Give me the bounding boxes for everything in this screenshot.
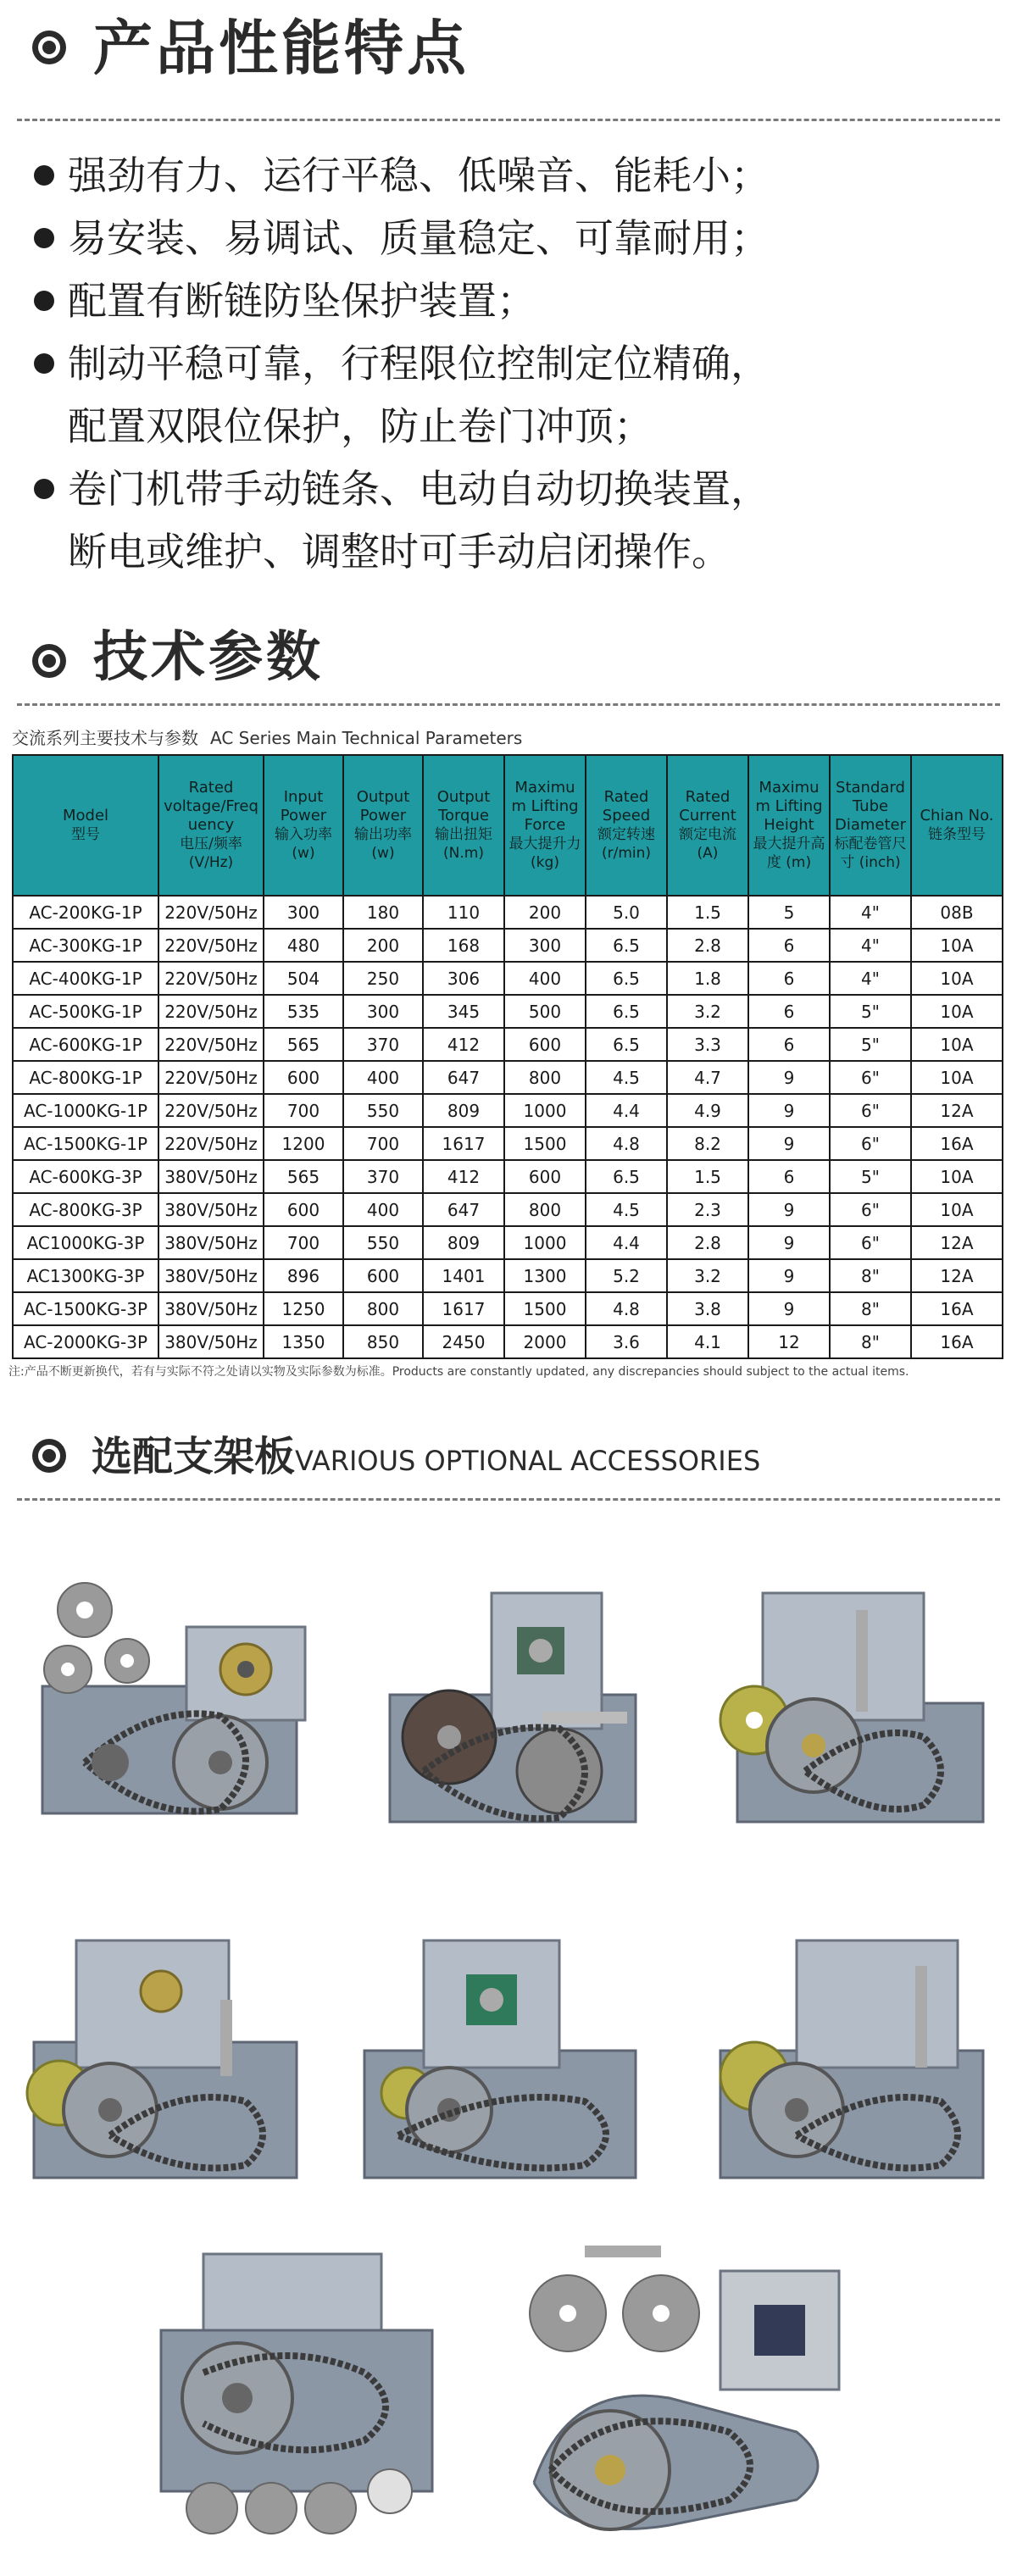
table-cell: 6" <box>830 1094 911 1127</box>
table-cell: 220V/50Hz <box>158 1028 264 1061</box>
table-cell: 380V/50Hz <box>158 1193 264 1226</box>
table-cell: 4" <box>830 896 911 929</box>
table-cell: 1350 <box>264 1325 343 1358</box>
column-header: Model 型号 <box>13 755 158 896</box>
accessory-photo-2 <box>373 1576 653 1856</box>
table-cell: 6.5 <box>586 1160 667 1193</box>
bracket-plate-image <box>25 1924 314 2186</box>
table-cell: 6.5 <box>586 995 667 1028</box>
column-header: Chian No. 链条型号 <box>911 755 1003 896</box>
table-cell: 10A <box>911 1061 1003 1094</box>
table-cell: 220V/50Hz <box>158 896 264 929</box>
table-cell: 565 <box>264 1160 343 1193</box>
table-cell: 220V/50Hz <box>158 995 264 1028</box>
table-cell: 370 <box>343 1028 423 1061</box>
table-cell: 370 <box>343 1160 423 1193</box>
table-cell: 400 <box>504 962 586 995</box>
table-cell: 3.6 <box>586 1325 667 1358</box>
bracket-plate-image <box>34 1576 314 1856</box>
table-cell: 800 <box>504 1061 586 1094</box>
table-cell: 480 <box>264 929 343 962</box>
table-cell: 6 <box>748 1028 830 1061</box>
table-cell: 1300 <box>504 1259 586 1292</box>
table-cell: 12A <box>911 1094 1003 1127</box>
feature-item: 强劲有力、运行平稳、低噪音、能耗小； <box>31 144 997 207</box>
table-cell: 4.9 <box>667 1094 748 1127</box>
table-cell: 809 <box>423 1094 504 1127</box>
table-row <box>13 929 1003 962</box>
table-row <box>13 1094 1003 1127</box>
table-cell: 220V/50Hz <box>158 929 264 962</box>
table-cell: 8" <box>830 1292 911 1325</box>
table-cell: 504 <box>264 962 343 995</box>
table-cell: 380V/50Hz <box>158 1160 264 1193</box>
column-header: Rated voltage/Freq uency 电压/频率 (V/Hz) <box>158 755 264 896</box>
table-cell: 4" <box>830 929 911 962</box>
table-cell: 400 <box>343 1061 423 1094</box>
table-cell: 6" <box>830 1061 911 1094</box>
table-cell: 16A <box>911 1325 1003 1358</box>
table-cell: 8.2 <box>667 1127 748 1160</box>
accessory-photo-6 <box>703 1924 992 2186</box>
column-header: Standard Tube Diameter 标配卷管尺寸 (inch) <box>830 755 911 896</box>
table-cell: 1250 <box>264 1292 343 1325</box>
table-cell: 380V/50Hz <box>158 1259 264 1292</box>
table-cell: 5.2 <box>586 1259 667 1292</box>
table-cell: 412 <box>423 1160 504 1193</box>
table-cell: 8" <box>830 1325 911 1358</box>
table-cell: 600 <box>264 1061 343 1094</box>
table-cell: 08B <box>911 896 1003 929</box>
accessory-photo-4 <box>25 1924 314 2186</box>
table-cell: 4.4 <box>586 1226 667 1259</box>
column-header: Maximu m Lifting Height 最大提升高度 (m) <box>748 755 830 896</box>
table-cell: 6 <box>748 995 830 1028</box>
table-cell: 896 <box>264 1259 343 1292</box>
feature-list <box>31 144 997 583</box>
table-cell: AC-2000KG-3P <box>13 1325 158 1358</box>
table-cell: 9 <box>748 1193 830 1226</box>
table-cell: 110 <box>423 896 504 929</box>
table-cell: 9 <box>748 1061 830 1094</box>
table-cell: 8" <box>830 1259 911 1292</box>
table-cell: 16A <box>911 1292 1003 1325</box>
table-cell: AC-300KG-1P <box>13 929 158 962</box>
table-cell: 16A <box>911 1127 1003 1160</box>
table-cell: 12 <box>748 1325 830 1358</box>
bracket-plate-image <box>703 1576 992 1856</box>
table-cell: 250 <box>343 962 423 995</box>
table-cell: 380V/50Hz <box>158 1226 264 1259</box>
table-cell: 1000 <box>504 1094 586 1127</box>
feature-item: 易安装、易调试、质量稳定、可靠耐用； <box>31 207 997 269</box>
column-header: Input Power 输入功率 (w) <box>264 755 343 896</box>
table-cell: 380V/50Hz <box>158 1325 264 1358</box>
table-cell: 6.5 <box>586 962 667 995</box>
tech-title: 技术参数 <box>93 626 324 689</box>
table-cell: AC-1500KG-3P <box>13 1292 158 1325</box>
table-cell: 3.8 <box>667 1292 748 1325</box>
table-cell: 3.2 <box>667 1259 748 1292</box>
table-cell: 10A <box>911 929 1003 962</box>
table-cell: 10A <box>911 1160 1003 1193</box>
table-cell: 6 <box>748 1160 830 1193</box>
table-cell: 1.8 <box>667 962 748 995</box>
table-body <box>13 896 1003 1358</box>
table-cell: 180 <box>343 896 423 929</box>
table-row <box>13 1259 1003 1292</box>
table-cell: 2.8 <box>667 1226 748 1259</box>
table-cell: 4.1 <box>667 1325 748 1358</box>
table-header-row <box>13 755 1003 896</box>
bracket-plate-image <box>517 2237 856 2551</box>
table-cell: 6" <box>830 1226 911 1259</box>
table-cell: 600 <box>264 1193 343 1226</box>
bullet-dot <box>34 165 54 186</box>
column-header: Maximu m Lifting Force 最大提升力 (kg) <box>504 755 586 896</box>
table-cell: 4.4 <box>586 1094 667 1127</box>
table-cell: 809 <box>423 1226 504 1259</box>
table-cell: 850 <box>343 1325 423 1358</box>
table-cell: 220V/50Hz <box>158 1061 264 1094</box>
table-row <box>13 1061 1003 1094</box>
table-cell: 300 <box>504 929 586 962</box>
table-cell: AC-600KG-1P <box>13 1028 158 1061</box>
table-cell: 5" <box>830 1028 911 1061</box>
table-cell: 300 <box>343 995 423 1028</box>
section-divider <box>17 703 1000 706</box>
table-cell: 500 <box>504 995 586 1028</box>
accessory-photo-8 <box>517 2237 856 2551</box>
section-divider <box>17 1498 1000 1501</box>
table-cell: 550 <box>343 1226 423 1259</box>
table-cell: 2000 <box>504 1325 586 1358</box>
table-footnote: 注:产品不断更新换代，若有与实际不符之处请以实物及实际参数为标准。Products are constantly updated, any discrepancies should subject to the actual items. <box>8 1365 909 1379</box>
table-cell: 4" <box>830 962 911 995</box>
table-cell: 1.5 <box>667 896 748 929</box>
table-cell: 10A <box>911 1193 1003 1226</box>
table-cell: 380V/50Hz <box>158 1292 264 1325</box>
table-cell: 1.5 <box>667 1160 748 1193</box>
table-cell: 1617 <box>423 1127 504 1160</box>
table-cell: 1500 <box>504 1292 586 1325</box>
table-cell: 9 <box>748 1127 830 1160</box>
table-cell: AC-500KG-1P <box>13 995 158 1028</box>
table-cell: AC-1000KG-1P <box>13 1094 158 1127</box>
table-cell: 535 <box>264 995 343 1028</box>
table-row <box>13 1127 1003 1160</box>
table-row <box>13 1292 1003 1325</box>
table-cell: 4.5 <box>586 1061 667 1094</box>
table-cell: 400 <box>343 1193 423 1226</box>
table-cell: 300 <box>264 896 343 929</box>
table-cell: 600 <box>504 1160 586 1193</box>
table-cell: AC1300KG-3P <box>13 1259 158 1292</box>
table-cell: AC-400KG-1P <box>13 962 158 995</box>
table-cell: 200 <box>343 929 423 962</box>
gear-badge-icon <box>31 1437 68 1474</box>
table-cell: 2450 <box>423 1325 504 1358</box>
table-caption: 交流系列主要技术与参数 AC Series Main Technical Parameters <box>12 728 523 748</box>
bracket-plate-image <box>703 1924 992 2186</box>
table-cell: 550 <box>343 1094 423 1127</box>
table-cell: 5" <box>830 995 911 1028</box>
table-cell: 412 <box>423 1028 504 1061</box>
table-cell: 6.5 <box>586 929 667 962</box>
table-cell: 9 <box>748 1292 830 1325</box>
feature-item: 配置有断链防坠保护装置； <box>31 269 997 332</box>
table-cell: 200 <box>504 896 586 929</box>
table-cell: AC-1500KG-1P <box>13 1127 158 1160</box>
table-cell: 220V/50Hz <box>158 1094 264 1127</box>
table-cell: 565 <box>264 1028 343 1061</box>
table-row <box>13 1226 1003 1259</box>
table-row <box>13 896 1003 929</box>
table-cell: 6 <box>748 929 830 962</box>
table-cell: 4.8 <box>586 1127 667 1160</box>
table-cell: 3.3 <box>667 1028 748 1061</box>
bracket-plate-image <box>347 1924 653 2186</box>
table-cell: 5" <box>830 1160 911 1193</box>
accessory-photo-1 <box>34 1576 314 1856</box>
gear-badge-icon <box>31 29 68 66</box>
bullet-dot <box>34 291 54 311</box>
table-cell: 700 <box>264 1226 343 1259</box>
bullet-dot <box>34 353 54 374</box>
feature-item: 制动平稳可靠，行程限位控制定位精确， 配置双限位保护，防止卷门冲顶； <box>31 332 997 458</box>
table-cell: 306 <box>423 962 504 995</box>
table-cell: 12A <box>911 1259 1003 1292</box>
table-row <box>13 1160 1003 1193</box>
table-cell: 4.7 <box>667 1061 748 1094</box>
table-cell: 647 <box>423 1193 504 1226</box>
table-cell: 1000 <box>504 1226 586 1259</box>
table-cell: 1617 <box>423 1292 504 1325</box>
table-cell: 168 <box>423 929 504 962</box>
table-cell: 1200 <box>264 1127 343 1160</box>
table-cell: 9 <box>748 1226 830 1259</box>
table-cell: 3.2 <box>667 995 748 1028</box>
table-cell: 600 <box>343 1259 423 1292</box>
table-cell: 600 <box>504 1028 586 1061</box>
table-cell: 10A <box>911 995 1003 1028</box>
table-cell: 2.8 <box>667 929 748 962</box>
table-cell: AC-600KG-3P <box>13 1160 158 1193</box>
table-cell: 6" <box>830 1193 911 1226</box>
gear-badge-icon <box>31 642 68 680</box>
table-cell: 220V/50Hz <box>158 1127 264 1160</box>
table-cell: AC1000KG-3P <box>13 1226 158 1259</box>
column-header: Rated Speed 额定转速 (r/min) <box>586 755 667 896</box>
table-cell: 800 <box>504 1193 586 1226</box>
table-cell: 700 <box>343 1127 423 1160</box>
accessory-photo-3 <box>703 1576 992 1856</box>
table-cell: 1401 <box>423 1259 504 1292</box>
table-cell: 647 <box>423 1061 504 1094</box>
table-cell: 5 <box>748 896 830 929</box>
table-cell: 10A <box>911 1028 1003 1061</box>
accessory-photo-7 <box>153 2237 458 2542</box>
table-cell: AC-200KG-1P <box>13 896 158 929</box>
table-cell: 6 <box>748 962 830 995</box>
bullet-dot <box>34 479 54 499</box>
table-cell: 9 <box>748 1259 830 1292</box>
table-cell: 1500 <box>504 1127 586 1160</box>
column-header: Output Torque 输出扭矩 (N.m) <box>423 755 504 896</box>
table-cell: 12A <box>911 1226 1003 1259</box>
table-cell: 9 <box>748 1094 830 1127</box>
table-row <box>13 962 1003 995</box>
table-row <box>13 1028 1003 1061</box>
table-cell: 6" <box>830 1127 911 1160</box>
column-header: Rated Current 额定电流 (A) <box>667 755 748 896</box>
table-cell: AC-800KG-1P <box>13 1061 158 1094</box>
accessories-title: 选配支架板VARIOUS OPTIONAL ACCESSORIES <box>92 1433 761 1480</box>
table-cell: 5.0 <box>586 896 667 929</box>
table-cell: 800 <box>343 1292 423 1325</box>
table-row <box>13 1193 1003 1226</box>
features-title: 产品性能特点 <box>93 14 470 83</box>
table-cell: 10A <box>911 962 1003 995</box>
section-divider <box>17 119 1000 121</box>
table-row <box>13 995 1003 1028</box>
column-header: Output Power 输出功率 (w) <box>343 755 423 896</box>
table-cell: 4.8 <box>586 1292 667 1325</box>
feature-item: 卷门机带手动链条、电动自动切换装置， 断电或维护、调整时可手动启闭操作。 <box>31 458 997 583</box>
table-cell: 700 <box>264 1094 343 1127</box>
table-cell: 2.3 <box>667 1193 748 1226</box>
spec-table <box>12 754 1003 1359</box>
bracket-plate-image <box>153 2237 458 2542</box>
accessory-photo-5 <box>347 1924 653 2186</box>
table-cell: 220V/50Hz <box>158 962 264 995</box>
table-cell: 4.5 <box>586 1193 667 1226</box>
table-cell: 345 <box>423 995 504 1028</box>
bullet-dot <box>34 228 54 248</box>
bracket-plate-image <box>373 1576 653 1856</box>
table-row <box>13 1325 1003 1358</box>
table-cell: 6.5 <box>586 1028 667 1061</box>
table-cell: AC-800KG-3P <box>13 1193 158 1226</box>
